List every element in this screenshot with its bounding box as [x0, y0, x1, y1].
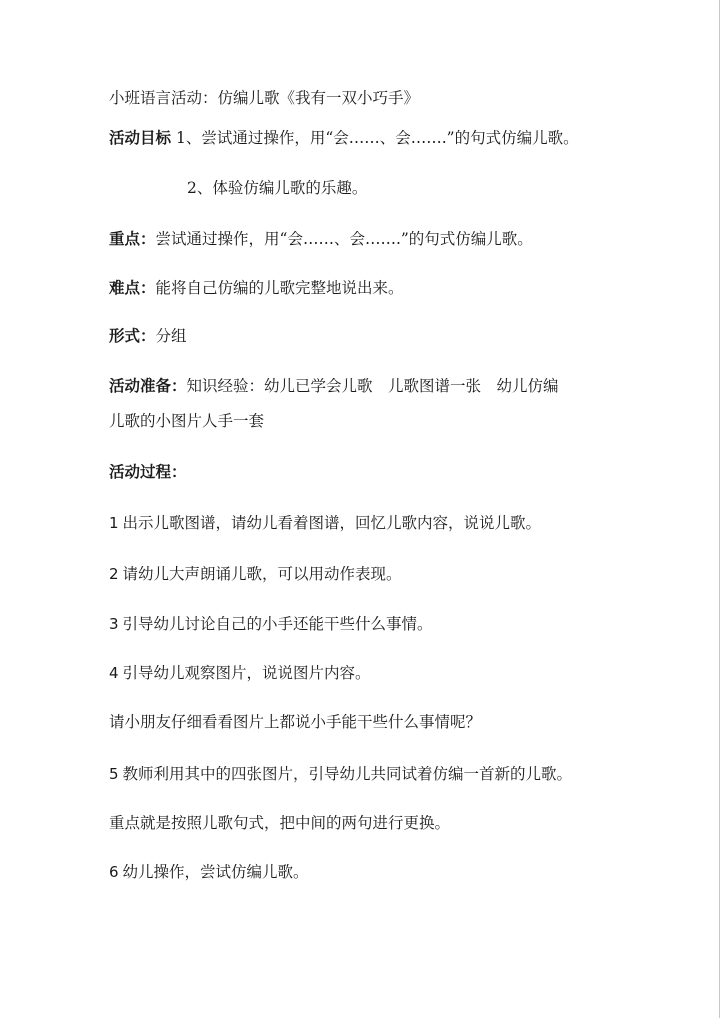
- difficulty-text: 能将自己仿编的儿歌完整地说出来。: [155, 279, 404, 297]
- process-note-1: [109, 712, 481, 732]
- step-number: 2: [109, 565, 119, 583]
- step-number: 1: [109, 514, 119, 532]
- step-text: 引导幼儿讨论自己的小手还能干些什么事情。: [122, 615, 433, 633]
- goal-item-2: 2、体验仿编儿歌的乐趣。: [187, 179, 368, 197]
- process-step: [109, 764, 572, 784]
- difficulty-label: 难点：: [109, 278, 156, 297]
- process-label: 活动过程：: [109, 462, 187, 481]
- process-step: [109, 513, 541, 533]
- process-step: [109, 862, 309, 882]
- goals-line-2: [187, 178, 367, 198]
- difficulty-line: [109, 278, 404, 298]
- step-number: 4: [109, 664, 119, 682]
- goals-label: 活动目标: [109, 128, 172, 147]
- step-text: 引导幼儿观察图片，说说图片内容。: [122, 664, 371, 682]
- process-heading: [109, 462, 187, 482]
- form-label: 形式：: [109, 326, 156, 345]
- step-number: 5: [109, 765, 119, 783]
- form-text: 分组: [155, 327, 187, 345]
- note-text: 请小朋友仔细看看图片上都说小手能干些什么事情呢？: [109, 713, 482, 731]
- key-point-line: [109, 229, 533, 249]
- form-line: [109, 326, 187, 346]
- step-text: 出示儿歌图谱，请幼儿看着图谱，回忆儿歌内容，说说儿歌。: [122, 514, 542, 532]
- key-point-text: 尝试通过操作，用“会……、会…….”的句式仿编儿歌。: [155, 230, 533, 248]
- process-note-2: [109, 813, 450, 833]
- step-text: 请幼儿大声朗诵儿歌，可以用动作表现。: [122, 565, 402, 583]
- key-point-label: 重点：: [109, 229, 156, 248]
- step-number: 6: [109, 863, 119, 881]
- goals-line-1: [109, 128, 579, 148]
- step-number: 3: [109, 615, 119, 633]
- process-step: [109, 663, 371, 683]
- goal-item-1: 1、尝试通过操作，用“会……、会…….”的句式仿编儿歌。: [175, 129, 579, 147]
- preparation-text-1: 知识经验：幼儿已学会儿歌 儿歌图谱一张 幼儿仿编: [186, 377, 559, 395]
- preparation-line-2: [109, 411, 264, 431]
- note-text: 重点就是按照儿歌句式，把中间的两句进行更换。: [109, 814, 451, 832]
- title-text: 小班语言活动：仿编儿歌《我有一双小巧手》: [109, 89, 420, 107]
- process-step: [109, 564, 402, 584]
- process-step: [109, 614, 433, 634]
- step-text: 教师利用其中的四张图片，引导幼儿共同试着仿编一首新的儿歌。: [122, 765, 573, 783]
- document-title: [109, 88, 419, 108]
- preparation-line-1: [109, 376, 559, 396]
- preparation-text-2: 儿歌的小图片人手一套: [109, 412, 265, 430]
- preparation-label: 活动准备：: [109, 376, 187, 395]
- step-text: 幼儿操作，尝试仿编儿歌。: [122, 863, 309, 881]
